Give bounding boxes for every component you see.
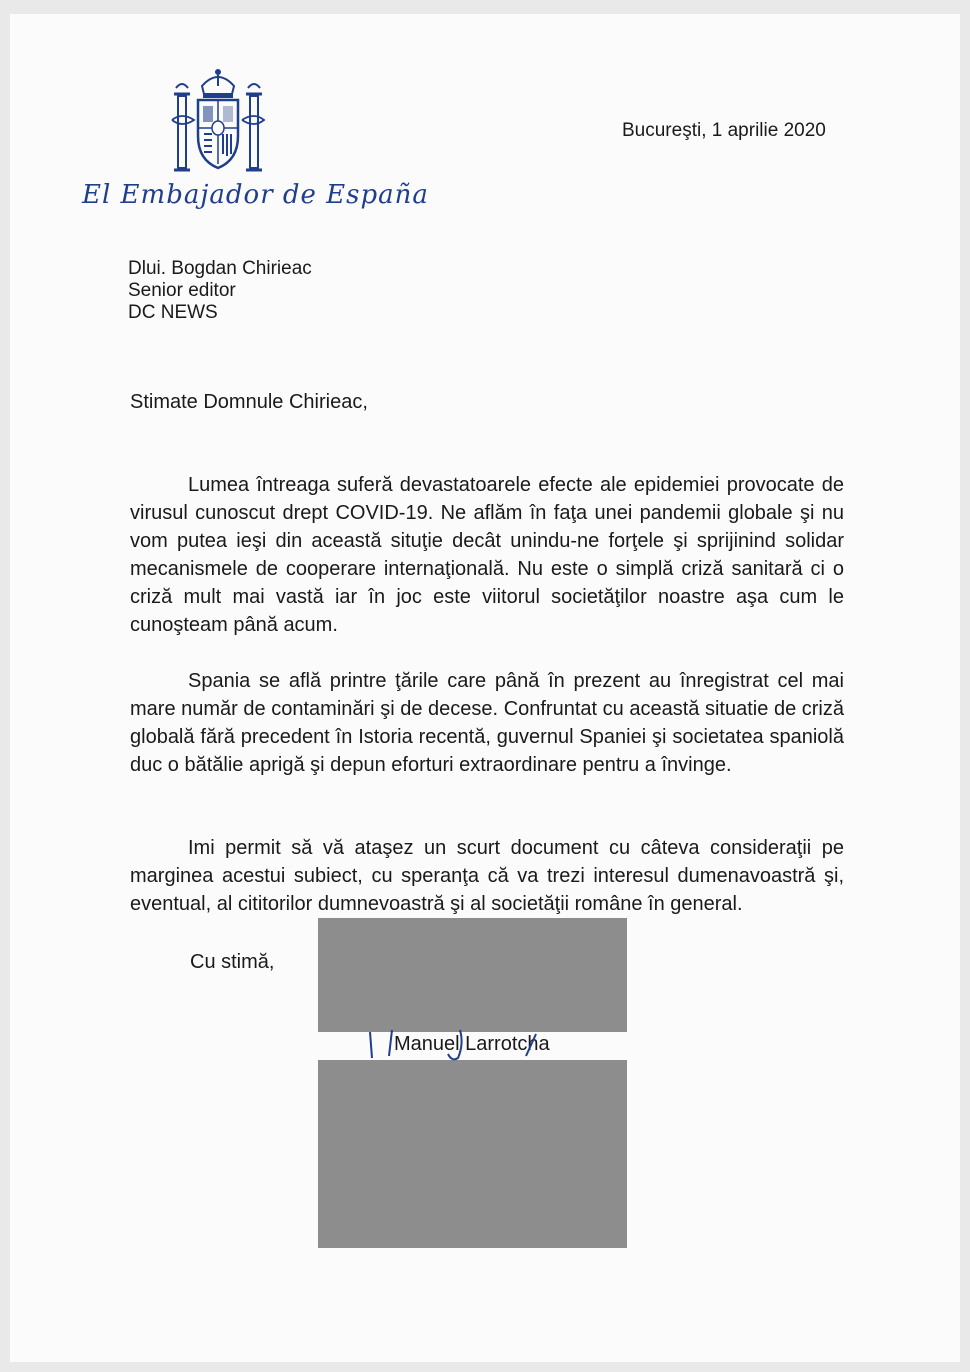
paragraph-text: Imi permit să vă ataşez un scurt document cu câteva consideraţii pe marginea acestui subiect, cu speranţa că va trezi interesul dumenavoastră şi, eventual, al cititorilor dumnevoastră şi al societăţii române în general. <box>130 837 844 915</box>
signature-redaction-bottom <box>318 1060 627 1248</box>
recipient-name: Dlui. Bogdan Chirieac <box>128 258 312 279</box>
body-paragraph-3 <box>130 834 844 918</box>
body-paragraph-1 <box>130 471 844 639</box>
body-paragraph-2 <box>130 667 844 779</box>
recipient-block <box>128 258 312 324</box>
signature-redaction-top <box>318 918 627 1032</box>
paragraph-text: Lumea întreaga suferă devastatoarele efecte ale epidemiei provocate de virusul cunoscut drept COVID-19. Ne aflăm în faţa unei pandemii globale şi nu vom putea ieşi din această situţie decât unindu-ne forţele şi sprijinind solidar mecanismele de cooperare internaţională. Nu este o simplă criză sanitară ci o criză mult mai vastă iar în joc este viitorul societăţilor noastre aşa cum le cunoşteam până acum. <box>130 474 844 636</box>
recipient-role: Senior editor <box>128 280 236 301</box>
paragraph-text: Spania se află printre ţările care până în prezent au înregistrat cel mai mare număr de contaminări şi de decese. Confruntat cu această situatie de criză globală fără precedent în Istoria recentă, guvernul Spaniei şi societatea spaniolă duc o bătălie aprigă şi depun eforturi extraordinare pentru a învinge. <box>130 670 844 776</box>
spanish-coat-of-arms-icon <box>168 64 268 176</box>
salutation: Stimate Domnule Chirieac, <box>130 391 368 413</box>
closing-line: Cu stimă, <box>190 951 275 973</box>
letter-page <box>10 14 960 1362</box>
signatory-name: Manuel Larrotcha <box>394 1033 550 1055</box>
ambassador-title: El Embajador de España <box>82 180 429 210</box>
date-line: Bucureşti, 1 aprilie 2020 <box>622 120 826 141</box>
signature-strokes <box>366 1026 576 1062</box>
recipient-organization: DC NEWS <box>128 302 218 323</box>
